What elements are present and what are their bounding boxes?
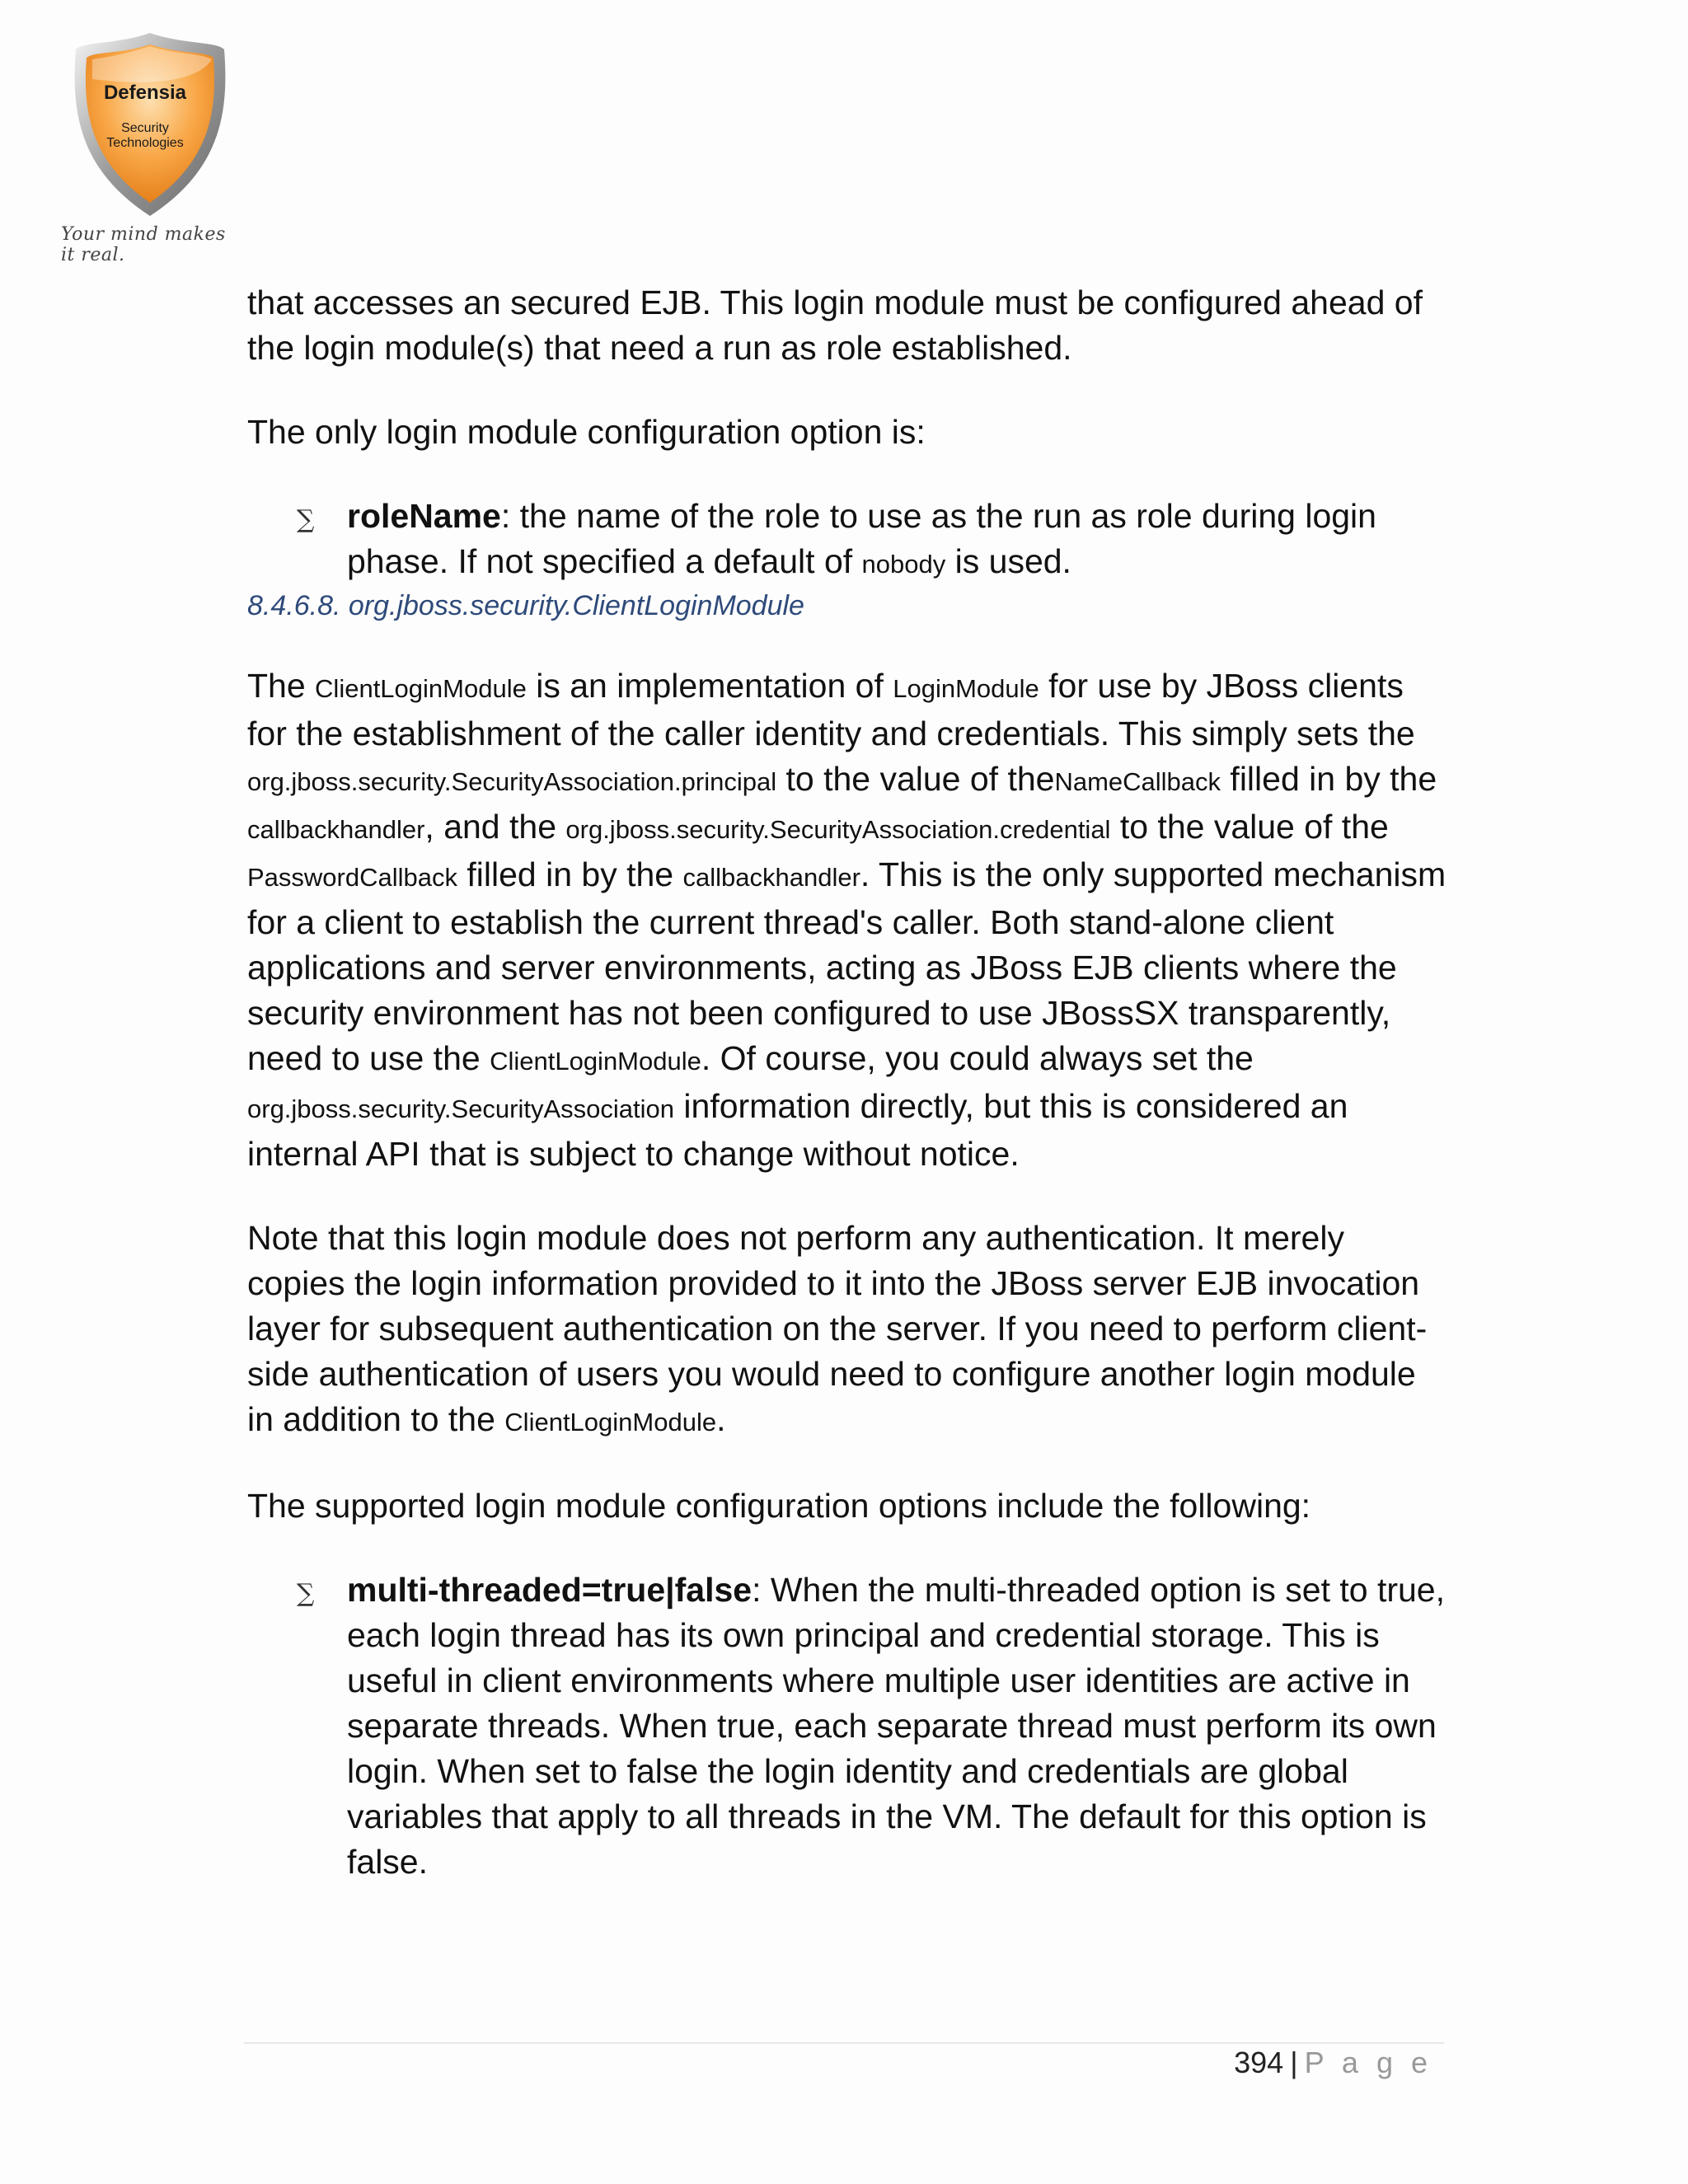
text-run: Note that this login module does not perform any authentication. It merely copies the login information provided to it into the JBoss server EJB invocation layer for subsequent authentication on the server. If you need to perform client-side authentication of users you would need to configure another login module in addition to the	[247, 1219, 1428, 1438]
page-label: P a g e	[1304, 2046, 1432, 2079]
text-run: to the value of the	[1110, 808, 1389, 846]
code-run: LoginModule	[893, 674, 1039, 703]
code-run: org.jboss.security.SecurityAssociation.credential	[565, 815, 1111, 844]
code-run: org.jboss.security.SecurityAssociation.principal	[247, 767, 777, 796]
logo-line2: Technologies	[106, 136, 184, 150]
text-run: to the value of the	[776, 760, 1055, 798]
footer-divider	[244, 2042, 1444, 2044]
text-run: , and the	[424, 808, 566, 846]
logo-brand: Defensia	[103, 82, 187, 104]
text-run: The	[247, 667, 316, 705]
shield-logo-icon	[59, 30, 241, 219]
code-run: org.jboss.security.SecurityAssociation	[247, 1094, 675, 1123]
page-number: 394	[1234, 2046, 1284, 2079]
footer-separator: |	[1290, 2046, 1298, 2079]
text-run: .	[716, 1400, 726, 1438]
text-run: is an implementation of	[526, 667, 893, 705]
sigma-bullet-icon: ∑	[297, 505, 315, 534]
code-run: ClientLoginModule	[315, 674, 527, 703]
paragraph-clientloginmodule	[247, 663, 1451, 1177]
paragraph-intro: that accesses an secured EJB. This login module must be configured ahead of the login module(s) that need a run as role established.	[247, 284, 1423, 367]
section-heading: 8.4.6.8. org.jboss.security.ClientLoginModule	[247, 590, 804, 621]
option-term: multi-threaded=true|false	[347, 1571, 753, 1609]
option-text-end: is used.	[945, 542, 1071, 580]
logo-tagline: Your mind makes it real.	[61, 224, 226, 265]
option-term: roleName	[347, 497, 501, 535]
bullet-multithreaded	[247, 1568, 1451, 1885]
sigma-bullet-icon: ∑	[297, 1579, 315, 1608]
text-run: . This is the only supported mechanism for a client to establish the current thread's caller. Both stand-alone client applications and server environments, acting as JBoss EJB clients where the security environment has not been configured to use JBossSX transparently, need to use the	[247, 855, 1447, 1077]
page-footer	[1234, 2046, 1432, 2080]
option-text: : the name of the role to use as the run as role during login phase. If not specified a default of	[347, 497, 1376, 580]
code-nobody: nobody	[861, 550, 946, 579]
code-run: PasswordCallback	[247, 863, 457, 892]
paragraph-options-intro: The supported login module configuration options include the following:	[247, 1487, 1311, 1525]
bullet-rolename	[247, 494, 1451, 587]
code-run: callbackhandler	[247, 815, 425, 844]
text-run: information directly, but this is considered an internal API that is subject to change without notice.	[247, 1087, 1348, 1173]
text-run: . Of course, you could always set the	[701, 1039, 1254, 1077]
option-text: : When the multi-threaded option is set to true, each login thread has its own principal and credential storage. This is useful in client environments where multiple user identities are active in separate threads. When true, each separate thread must perform its own login. When set to false the login identity and credentials are global variables that apply to all threads in the VM. The default for this option is false.	[347, 1571, 1446, 1881]
paragraph-option-intro: The only login module configuration option is:	[247, 413, 926, 451]
text-run: filled in by the	[1221, 760, 1437, 798]
paragraph-note	[247, 1216, 1451, 1445]
code-run: callbackhandler	[682, 863, 860, 892]
text-run: filled in by the	[457, 855, 683, 893]
code-run: ClientLoginModule	[490, 1047, 701, 1076]
page-content	[247, 280, 1451, 1885]
code-run: ClientLoginModule	[504, 1408, 717, 1436]
text-run: for use by JBoss clients for the establishment of the caller identity and credentials. This simply sets the	[247, 667, 1415, 752]
logo-line1: Security	[121, 121, 169, 135]
code-run: NameCallback	[1054, 767, 1221, 796]
